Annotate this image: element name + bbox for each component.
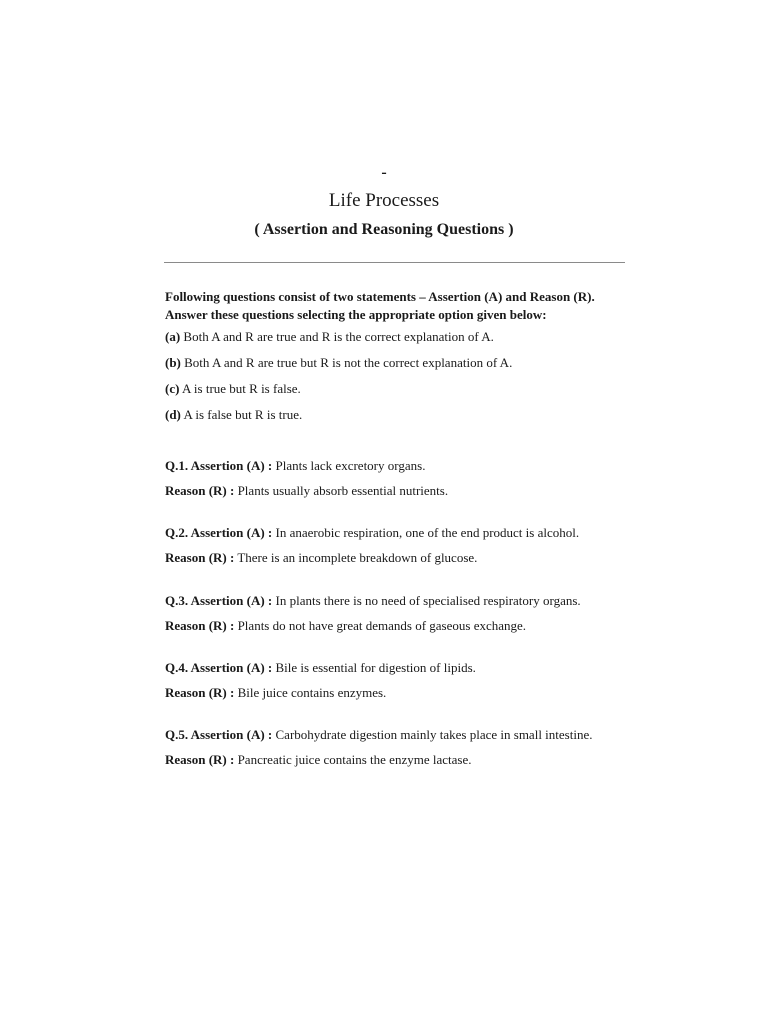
question-3 xyxy=(165,592,635,642)
reason-line xyxy=(165,482,635,500)
assertion-text: Plants lack excretory organs. xyxy=(275,458,426,473)
header-dash: - xyxy=(381,164,387,181)
question-5 xyxy=(165,726,635,776)
reason-line xyxy=(165,549,635,567)
option-text: Both A and R are true but R is not the correct explanation of A. xyxy=(184,355,513,370)
option-key: (c) xyxy=(165,381,180,396)
option-key: (d) xyxy=(165,407,181,422)
instructions xyxy=(165,288,635,432)
instructions-text xyxy=(165,288,635,324)
assertion-text: In plants there is no need of specialised respiratory organs. xyxy=(275,593,581,608)
option-d xyxy=(165,406,635,424)
reason-line xyxy=(165,684,635,702)
assertion-line xyxy=(165,457,635,475)
assertion-text: Carbohydrate digestion mainly takes place in small intestine. xyxy=(275,727,593,742)
assertion-label: Q.4. Assertion (A) : xyxy=(165,660,273,675)
instructions-line-1: Following questions consist of two statements – Assertion (A) and Reason (R). xyxy=(165,289,595,304)
reason-label: Reason (R) : xyxy=(165,685,235,700)
option-c xyxy=(165,380,635,398)
option-key: (b) xyxy=(165,355,181,370)
question-1 xyxy=(165,457,635,507)
reason-text: Pancreatic juice contains the enzyme lactase. xyxy=(237,752,472,767)
reason-text: Plants usually absorb essential nutrients. xyxy=(237,483,449,498)
reason-line xyxy=(165,617,635,635)
reason-text: Plants do not have great demands of gaseous exchange. xyxy=(237,618,527,633)
reason-line xyxy=(165,751,635,769)
assertion-text: Bile is essential for digestion of lipids. xyxy=(275,660,476,675)
assertion-text: In anaerobic respiration, one of the end product is alcohol. xyxy=(275,525,580,540)
assertion-label: Q.1. Assertion (A) : xyxy=(165,458,273,473)
reason-text: Bile juice contains enzymes. xyxy=(237,685,387,700)
option-text: Both A and R are true and R is the correct explanation of A. xyxy=(183,329,494,344)
header-divider xyxy=(164,262,625,263)
reason-label: Reason (R) : xyxy=(165,752,235,767)
instructions-line-2: Answer these questions selecting the appropriate option given below: xyxy=(165,307,547,322)
question-2 xyxy=(165,524,635,574)
assertion-line xyxy=(165,659,635,677)
reason-text: There is an incomplete breakdown of glucose. xyxy=(237,550,478,565)
reason-label: Reason (R) : xyxy=(165,550,235,565)
option-key: (a) xyxy=(165,329,181,344)
assertion-label: Q.2. Assertion (A) : xyxy=(165,525,273,540)
assertion-label: Q.5. Assertion (A) : xyxy=(165,727,273,742)
option-b xyxy=(165,354,635,372)
assertion-line xyxy=(165,524,635,542)
assertion-label: Q.3. Assertion (A) : xyxy=(165,593,273,608)
page-subtitle: ( Assertion and Reasoning Questions ) xyxy=(254,221,514,238)
option-a xyxy=(165,328,635,346)
question-4 xyxy=(165,659,635,709)
page-title: Life Processes xyxy=(328,190,440,211)
reason-label: Reason (R) : xyxy=(165,618,235,633)
option-text: A is true but R is false. xyxy=(181,381,301,396)
assertion-line xyxy=(165,726,635,744)
reason-label: Reason (R) : xyxy=(165,483,235,498)
option-text: A is false but R is true. xyxy=(183,407,303,422)
assertion-line xyxy=(165,592,635,610)
